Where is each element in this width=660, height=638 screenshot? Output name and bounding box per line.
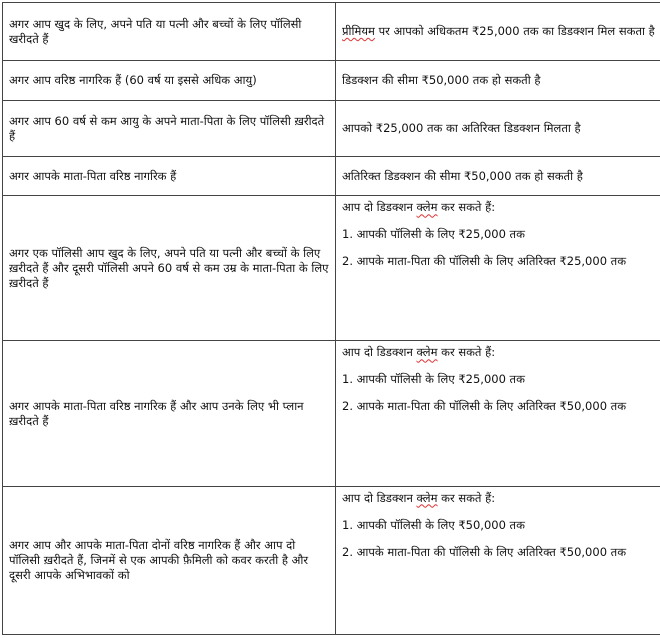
spellcheck-word: क्लेम bbox=[416, 490, 438, 505]
condition-cell: अगर आप और आपके माता-पिता दोनों वरिष्ठ नागरिक हैं और आप दो पॉलिसी ख़रीदते हैं, जिनमें से एक आपकी फ़ैमिली को कवर करती है और दूसरी आपके अभिभावकों को bbox=[3, 486, 336, 634]
table-row bbox=[3, 3, 660, 61]
benefit-cell bbox=[336, 486, 660, 634]
spellcheck-word: क्लेम bbox=[416, 345, 438, 360]
table-row bbox=[3, 61, 660, 101]
benefit-intro: आप दो डिडक्शन क्लेम कर सकते हैं: bbox=[342, 345, 496, 360]
condition-cell: अगर आप वरिष्ठ नागरिक हैं (60 वर्ष या इससे अधिक आयु) bbox=[3, 61, 336, 101]
benefit-intro: आप दो डिडक्शन क्लेम कर सकते हैं: bbox=[342, 200, 496, 215]
table-row bbox=[3, 486, 660, 634]
spellcheck-word: प्रीमियम bbox=[342, 24, 375, 39]
benefit-cell: डिडक्शन की सीमा ₹50,000 तक हो सकती है bbox=[336, 61, 660, 101]
condition-cell: अगर एक पॉलिसी आप खुद के लिए, अपने पति या पत्नी और बच्चों के लिए ख़रीदते हैं और दूसरी पॉलिसी अपने 60 वर्ष से कम उम्र के माता-पिता के लिए ख़रीदते हैं bbox=[3, 196, 336, 341]
table-row bbox=[3, 157, 660, 196]
benefit-point: 1. आपकी पॉलिसी के लिए ₹50,000 तक bbox=[342, 517, 525, 532]
benefit-point: 1. आपकी पॉलिसी के लिए ₹25,000 तक bbox=[342, 372, 525, 387]
benefit-cell bbox=[336, 341, 660, 486]
benefit-cell bbox=[336, 196, 660, 341]
benefit-cell: अतिरिक्त डिडक्शन की सीमा ₹50,000 तक हो सकती है bbox=[336, 157, 660, 196]
benefit-text: पर आपको अधिकतम ₹25,000 तक का डिडक्शन मिल सकता है bbox=[374, 24, 655, 39]
benefit-point: 2. आपके माता-पिता की पॉलिसी के लिए अतिरिक्त ₹25,000 तक bbox=[342, 254, 627, 269]
table-row bbox=[3, 101, 660, 157]
benefit-cell: आपको ₹25,000 तक का अतिरिक्त डिडक्शन मिलता है bbox=[336, 101, 660, 157]
condition-cell: अगर आप खुद के लिए, अपने पति या पत्नी और बच्चों के लिए पॉलिसी खरीदते हैं bbox=[3, 3, 336, 61]
condition-cell: अगर आप 60 वर्ष से कम आयु के अपने माता-पिता के लिए पॉलिसी ख़रीदते हैं bbox=[3, 101, 336, 157]
tax-deduction-table bbox=[2, 2, 660, 635]
condition-cell: अगर आपके माता-पिता वरिष्ठ नागरिक हैं और आप उनके लिए भी प्लान ख़रीदते हैं bbox=[3, 341, 336, 486]
condition-cell: अगर आपके माता-पिता वरिष्ठ नागरिक हैं bbox=[3, 157, 336, 196]
benefit-point: 2. आपके माता-पिता की पॉलिसी के लिए अतिरिक्त ₹50,000 तक bbox=[342, 544, 627, 559]
benefit-point: 1. आपकी पॉलिसी के लिए ₹25,000 तक bbox=[342, 227, 525, 242]
spellcheck-word: क्लेम bbox=[416, 200, 438, 215]
benefit-point: 2. आपके माता-पिता की पॉलिसी के लिए अतिरिक्त ₹50,000 तक bbox=[342, 399, 627, 414]
table-row bbox=[3, 196, 660, 341]
benefit-intro: आप दो डिडक्शन क्लेम कर सकते हैं: bbox=[342, 490, 496, 505]
table-row bbox=[3, 341, 660, 486]
benefit-cell bbox=[336, 3, 660, 61]
